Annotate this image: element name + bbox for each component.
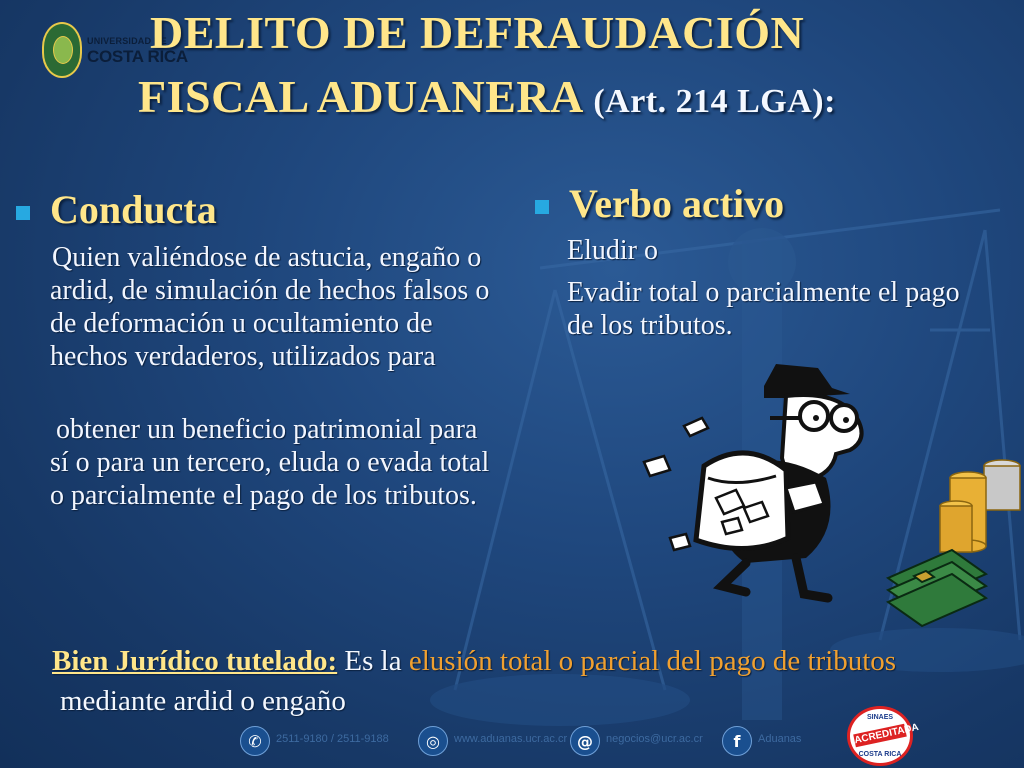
badge-top: SINAES (866, 714, 894, 721)
verbo-heading: Verbo activo (569, 181, 785, 226)
logo-line2: COSTA RICA (87, 47, 188, 66)
bien-juridico-label: Bien Jurídico tutelado: (52, 645, 338, 677)
badge-main: ACREDITADA (853, 721, 920, 747)
bien-juridico-line1 (52, 645, 896, 678)
contact-facebook[interactable]: Aduanas (758, 733, 802, 745)
conducta-paragraph1: Quien valiéndose de astucia, engaño o ardid, de simulación de hechos falsos o de deformación u ocultamiento de hechos verdaderos, utilizados para (50, 242, 490, 372)
verbo-line2: Evadir total o parcialmente el pago de los tributos. (567, 277, 960, 341)
thief-clipart (636, 358, 876, 606)
bien-juridico-pre: Es la (337, 645, 409, 677)
bien-juridico-line2: mediante ardid o engaño (60, 685, 346, 717)
globe-icon: ◎ (418, 726, 448, 756)
email-icon: @ (570, 726, 600, 756)
money-clipart (884, 456, 1024, 632)
bien-juridico-highlight: elusión total o parcial del pago de tributos (408, 645, 897, 677)
title-main: FISCAL ADUANERA (138, 71, 594, 122)
conducta-paragraph2: obtener un beneficio patrimonial para sí o para un tercero, eluda o evada total o parcialmente el pago de los tributos. (50, 414, 490, 511)
badge-bottom: COSTA RICA (858, 751, 902, 758)
conducta-heading: Conducta (50, 187, 217, 232)
slide-title-line1: DELITO DE DEFRAUDACIÓN (150, 7, 805, 58)
logo-line1: UNIVERSIDAD DE (87, 36, 167, 46)
verbo-line1: Eludir o (567, 235, 658, 266)
title-article-ref: (Art. 214 LGA): (593, 83, 836, 120)
phone-icon: ✆ (240, 726, 270, 756)
bullet-icon (535, 200, 549, 214)
accreditation-badge (847, 706, 920, 766)
facebook-icon: f (722, 726, 752, 756)
contact-web[interactable]: www.aduanas.ucr.ac.cr (454, 733, 568, 745)
bullet-icon (16, 206, 30, 220)
slide-title-line2 (138, 70, 836, 123)
contact-bar (238, 726, 818, 760)
contact-email[interactable]: negocios@ucr.ac.cr (606, 733, 703, 745)
contact-phone: 2511-9180 / 2511-9188 (276, 733, 389, 745)
university-seal-icon (42, 22, 82, 78)
